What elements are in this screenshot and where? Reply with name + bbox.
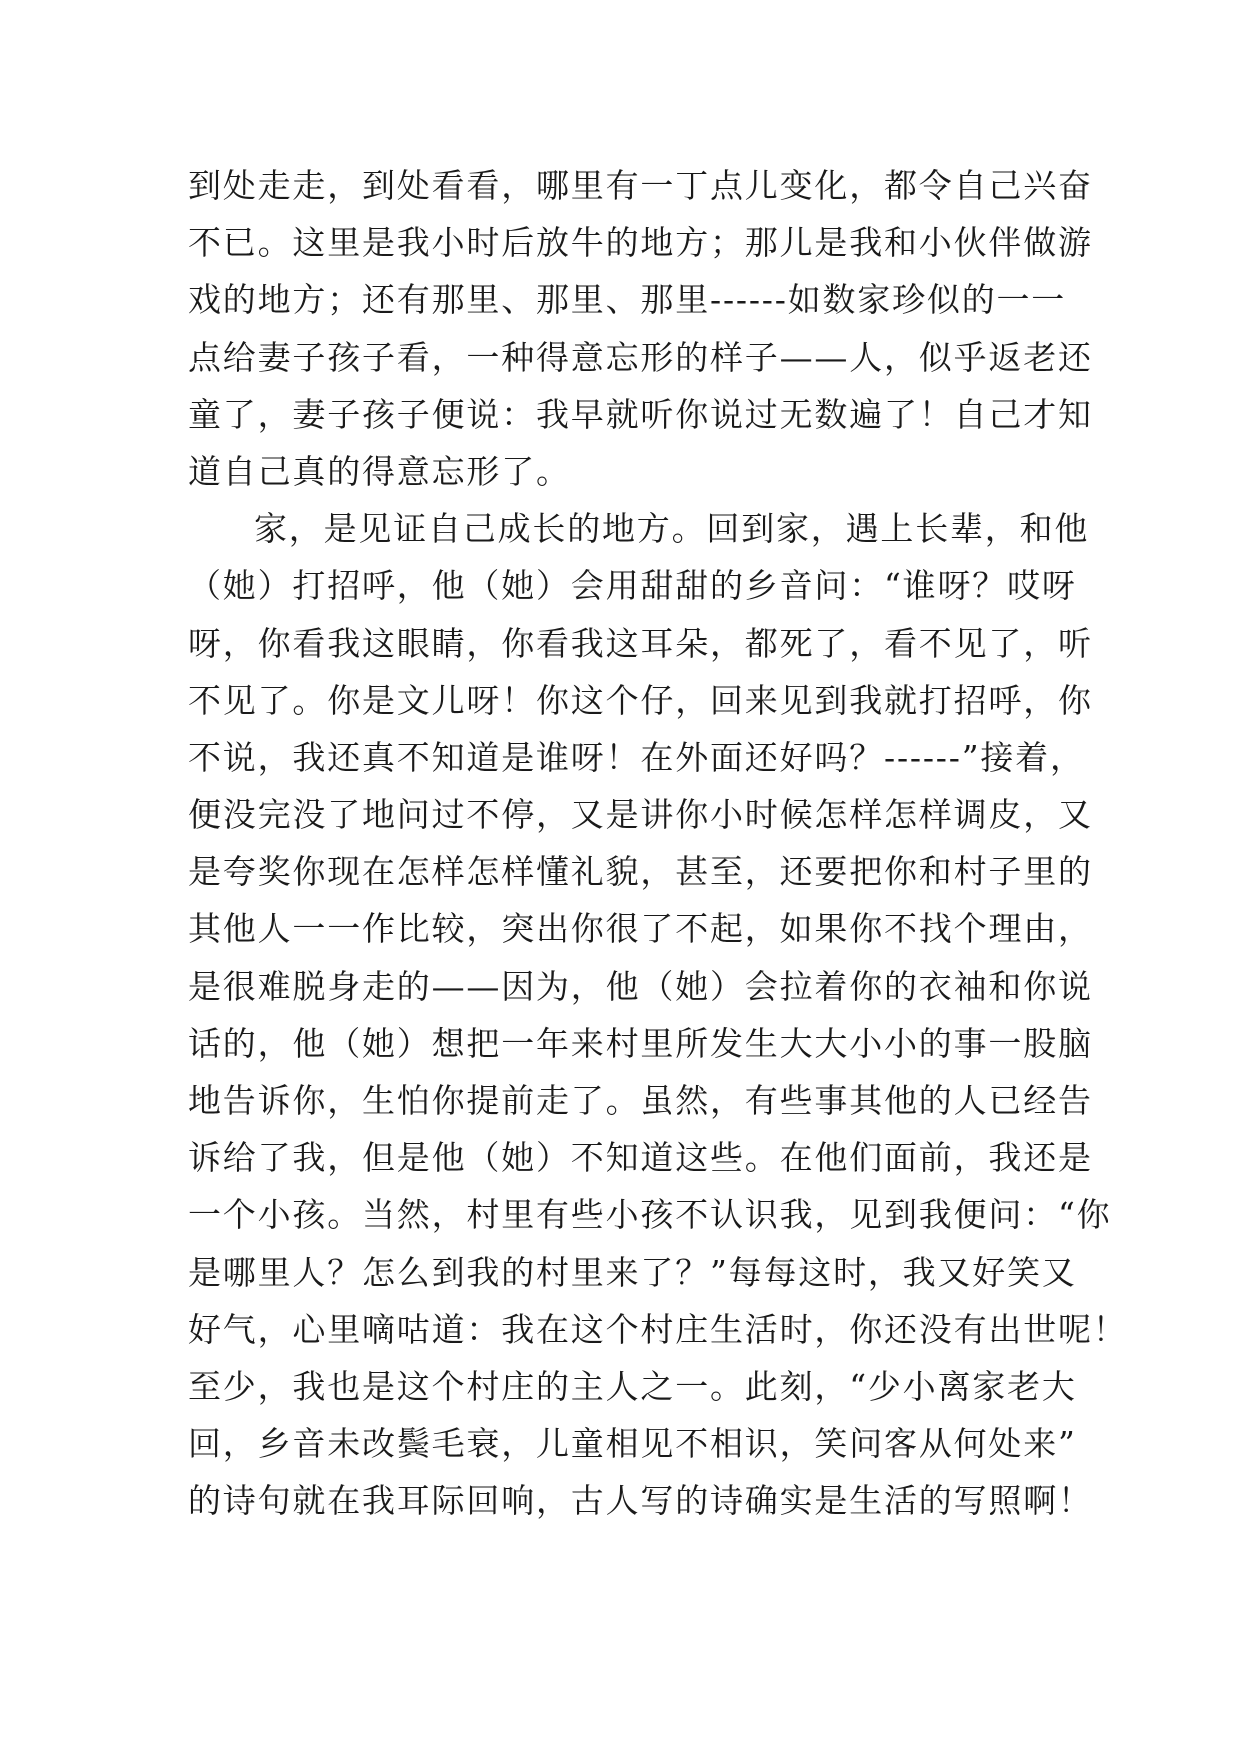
text-line: 其他人一一作比较，突出你很了不起，如果你不找个理由， bbox=[188, 909, 1093, 949]
text-line: 的诗句就在我耳际回响，古人写的诗确实是生活的写照啊！ bbox=[188, 1481, 1093, 1521]
text-line: 便没完没了地问过不停，又是讲你小时候怎样怎样调皮，又 bbox=[188, 795, 1093, 835]
text-line: 地告诉你，生怕你提前走了。虽然，有些事其他的人已经告 bbox=[188, 1081, 1093, 1120]
text-line: 回，乡音未改鬓毛衰，儿童相见不相识，笑问客从何处来” bbox=[188, 1424, 1077, 1464]
text-line: （她）打招呼，他（她）会用甜甜的乡音问：“谁呀？哎呀 bbox=[188, 566, 1077, 606]
text-line: 点给妻子孩子看，一种得意忘形的样子——人，似乎返老还 bbox=[188, 337, 1093, 377]
text-line: 是很难脱身走的——因为，他（她）会拉着你的衣袖和你说 bbox=[188, 966, 1093, 1006]
paragraph-first-line: 家，是见证自己成长的地方。回到家，遇上长辈，和他 bbox=[254, 509, 1090, 549]
text-line: 不说，我还真不知道是谁呀！在外面还好吗？------”接着， bbox=[188, 737, 1085, 777]
text-line: 到处走走，到处看看，哪里有一丁点儿变化，都令自己兴奋 bbox=[188, 166, 1093, 205]
text-line: 一个小孩。当然，村里有些小孩不认识我，见到我便问：“你 bbox=[188, 1195, 1112, 1235]
text-line: 道自己真的得意忘形了。 bbox=[188, 451, 571, 491]
text-line: 不已。这里是我小时后放牛的地方；那儿是我和小伙伴做游 bbox=[188, 223, 1093, 263]
text-line: 是夸奖你现在怎样怎样懂礼貌，甚至，还要把你和村子里的 bbox=[188, 852, 1093, 892]
text-line: 不见了。你是文儿呀！你这个仔，回来见到我就打招呼，你 bbox=[188, 680, 1093, 720]
text-line: 好气，心里嘀咕道：我在这个村庄生活时，你还没有出世呢！ bbox=[188, 1309, 1128, 1349]
text-line: 是哪里人？怎么到我的村里来了？”每每这时，我又好笑又 bbox=[188, 1252, 1077, 1292]
text-line: 呀，你看我这眼睛，你看我这耳朵，都死了，看不见了，听 bbox=[188, 623, 1093, 663]
text-line: 话的，他（她）想把一年来村里所发生大大小小的事一股脑 bbox=[188, 1023, 1093, 1063]
text-line: 至少，我也是这个村庄的主人之一。此刻，“少小离家老大 bbox=[188, 1366, 1077, 1406]
text-line: 戏的地方；还有那里、那里、那里------如数家珍似的一一 bbox=[188, 280, 1067, 320]
text-line: 诉给了我，但是他（她）不知道这些。在他们面前，我还是 bbox=[188, 1138, 1093, 1178]
body-text bbox=[188, 157, 1128, 1530]
text-line: 童了，妻子孩子便说：我早就听你说过无数遍了！自己才知 bbox=[188, 394, 1093, 434]
